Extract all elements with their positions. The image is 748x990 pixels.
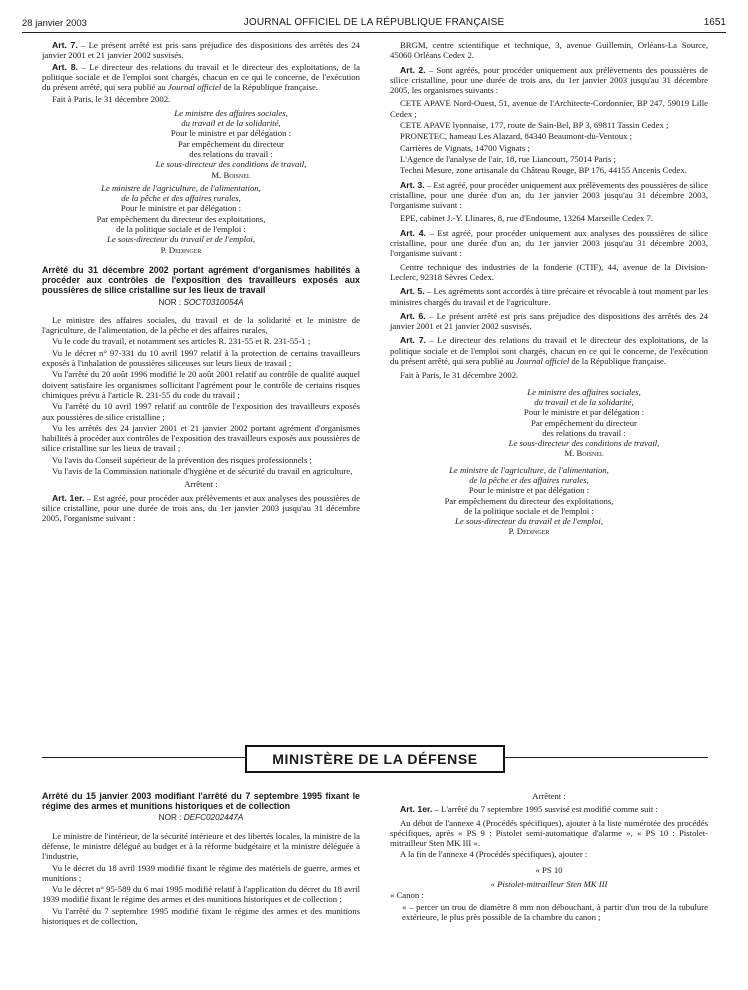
paragraph: Vu le code du travail, et notamment ses articles R. 231-55 et R. 231-55-1 ; [52,336,311,347]
paragraph: Vu l'arrêté du 20 août 1996 modifié le 20 août 2001 relatif au contrôle de qualité auquel doivent satisfaire les organismes sollicitant l'agrément pour le contrôle de certains risques chimiques prévu à l'article R. 231-55 du code du travail ; [42,369,360,400]
org-item: CETE APAVE lyonnaise, 177, route de Sain-Bel, BP 3, 69811 Tassin Cedex ; [400,120,669,131]
paragraph: Vu l'avis du Conseil supérieur de la prévention des risques professionnels ; [52,454,312,465]
signature-block-1: Le ministre des affaires sociales, du travail et de la solidarité, Pour le ministre et par délégation : Par empêchement du directeur des relations du travail : Le sous-directeur des conditions de travail, M. Boisnel [508,386,660,459]
arretent: Arrêtent : [184,479,218,490]
article-1: Art. 1er. – L'arrêté du 7 septembre 1995 susvisé est modifié comme suit : [400,804,658,815]
org-item: PRONETEC, hameau Les Alazard, 84340 Beaumont-du-Ventoux ; [400,131,633,142]
separator-line-right [505,757,708,758]
dash-item: « – percer un trou de diamètre 8 mm non débouchant, à partir d'un trou de la tubulure extérieure, le plus près possible de la chambre du canon ; [402,901,708,922]
article-7: Art. 7. – Le présent arrêté est pris sans préjudice des dispositions des arrêtés des 24 janvier 2001 et 21 janvier 2002 susvisés. [42,40,361,61]
article-2: Art. 2. – Sont agréés, pour procéder uniquement aux prélèvements des poussières de silice cristalline, pour une durée de trois ans, du 1er janvier 2003 jusqu'au 31 décembre 2005, les organismes suivants : [390,64,708,96]
article-8: Art. 8. – Le directeur des relations du travail et le directeur des exploitations, de la politique sociale et de l'emploi sont chargés, chacun en ce qui le concerne, de l'exécution du présent arrêté, qui sera publié au Journal officiel de la République française. [42,61,360,93]
header-page-number: 1651 [703,17,726,28]
paragraph: Vu l'arrêté du 10 avril 1997 relatif au contrôle de l'exposition des travailleurs exposés aux poussières de silice cristalline ; [42,401,360,422]
arretent: Arrêtent : [532,791,566,801]
org-item: Techni Mesure, zone artisanale du Château Rouge, BP 176, 44155 Ancenis Cedex. [400,165,687,176]
left-column [42,40,360,524]
bottom-right-column [390,791,708,923]
paragraph: A la fin de l'annexe 4 (Procédés spécifiques), ajouter : [400,849,588,860]
org-item: L'Agence de l'analyse de l'air, 18, rue Liancourt, 75014 Paris ; [400,153,616,164]
org-item: CETE APAVE Nord-Ouest, 51, avenue de l'Architecte-Cordonnier, BP 247, 59019 Lille Cedex ; [390,98,708,119]
paragraph: Vu le décret n° 95-589 du 6 mai 1995 modifié relatif à l'application du décret du 18 avril 1939 modifié fixant le régime des armes et des munitions historiques et de collection ; [42,884,360,905]
ministry-heading: MINISTÈRE DE LA DÉFENSE [245,745,505,773]
fait-a-paris: Fait à Paris, le 31 décembre 2002. [400,370,519,381]
ps10-heading: « PS 10 [535,864,563,875]
article-7: Art. 7. – Le directeur des relations du travail et le directeur des exploitations, de la politique sociale et de l'emploi sont chargés, chacun en ce qui le concerne, de l'exécution du présent arrêté, qui sera publié au Journal officiel de la République française. [390,335,708,367]
paragraph: Vu le décret n° 97-331 du 10 avril 1997 relatif à la protection de certains travailleurs exposés à l'inhalation de poussières siliceuses sur leurs lieux de travail ; [42,347,360,369]
paragraph: Le ministre de l'intérieur, de la sécurité intérieure et des libertés locales, la ministre de la défense, le ministre délégué au budget et à la réforme budgétaire et la ministre déléguée à l'industrie, [42,830,360,862]
paragraph: Vu les arrêtés des 24 janvier 2001 et 21 janvier 2002 portant agrément d'organismes habilités à procéder aux contrôles de l'exposition des travailleurs exposés aux poussières de silice cristalline sur les lieux de travail ; [42,422,360,454]
paragraph: Le ministre des affaires sociales, du travail et de la solidarité et le ministre de l'agriculture, de l'alimentation, de la pêche et des affaires rurales, [42,314,360,336]
signature-block-1: Le ministre des affaires sociales, du travail et de la solidarité, Pour le ministre et par délégation : Par empêchement du directeur des relations du travail : Le sous-directeur des conditions de travail, M. Boisnel [155,107,307,180]
nor-reference: NOR : DEFC0202447A [158,813,244,823]
arrete-title: Arrêté du 31 décembre 2002 portant agrément d'organismes habilités à procéder aux contrôles de l'exposition des travailleurs exposés aux poussières de silice cristalline sur les lieux de travail [42,264,360,296]
right-column [390,40,708,537]
header-date: 28 janvier 2003 [22,18,87,29]
paragraph: Vu l'arrêté du 7 septembre 1995 modifié fixant le régime des armes et des munitions historiques et de collection, [42,905,360,927]
paragraph: Vu le décret du 18 avril 1939 modifié fixant le régime des matériels de guerre, armes et munitions ; [42,862,360,883]
paragraph: Vu l'avis de la Commission nationale d'hygiène et de sécurité du travail en agriculture, [52,466,353,476]
article-3: Art. 3. – Est agréé, pour procéder uniquement aux prélèvements des poussières de silice cristalline, pour une durée d'un an, du 1er janvier 2003 jusqu'au 31 décembre 2003, l'organisme suivant : [390,179,708,211]
header-title: JOURNAL OFFICIEL DE LA RÉPUBLIQUE FRANÇAISE [243,17,505,28]
ps10-subheading: « Pistolet-mitrailleur Sten MK III [490,879,608,890]
signature-block-2: Le ministre de l'agriculture, de l'alimentation, de la pêche et des affaires rurales, Pour le ministre et par délégation : Par empêchement du directeur des exploitations, de la politique sociale et de l'emploi : Le sous-directeur du travail et de l'emploi, P. Dedinger [96,182,266,255]
separator-line-left [42,757,245,758]
article-5: Art. 5. – Les agréments sont accordés à titre précaire et révocable à tout moment par les ministres chargés du travail et de l'agriculture. [390,286,708,307]
paragraph: Au début de l'annexe 4 (Procédés spécifiques), ajouter à la liste numérotée des procédés spécifiques, après « PS 9 : Pistolet semi-automatique d'alarme », « PS 10 : Pistolet-mitrailleur Sten MK III ». [390,817,708,849]
arrete-title: Arrêté du 15 janvier 2003 modifiant l'arrêté du 7 septembre 1995 fixant le régime des armes et munitions historiques et de collection [42,791,360,812]
bottom-left-column [42,791,360,927]
canon-label: « Canon : [390,890,424,901]
signature-block-2: Le ministre de l'agriculture, de l'alimentation, de la pêche et des affaires rurales, Pour le ministre et par délégation : Par empêchement du directeur des exploitations, de la politique sociale et de l'emploi : Le sous-directeur du travail et de l'emploi, P. Dedinger [444,464,614,537]
org-item: Carrières de Vignats, 14700 Vignats ; [400,142,530,153]
header-rule [22,32,726,33]
page-header [22,14,726,30]
article-1: Art. 1er. – Est agréé, pour procéder aux prélèvements et aux analyses des poussières de silice cristalline, pour une durée de trois ans, du 1er janvier 2003 jusqu'au 31 décembre 2005, l'organisme suivant : [42,492,360,524]
nor-reference: NOR : SOCT0310054A [158,297,244,307]
org-brgm: BRGM, centre scientifique et technique, 3, avenue Guillemin, Orléans-La Source, 45060 Orléans Cedex 2. [390,40,708,61]
article-6: Art. 6. – Le présent arrêté est pris sans préjudice des dispositions des arrêtés des 24 janvier 2001 et 21 janvier 2002 susvisés. [390,310,709,332]
org-epe: EPE, cabinet J.-Y. Llinares, 8, rue d'Endoume, 13264 Marseille Cedex 7. [400,213,654,224]
fait-a-paris: Fait à Paris, le 31 décembre 2002. [52,94,171,105]
article-4: Art. 4. – Est agréé, pour procéder uniquement aux analyses des poussières de silice cristalline, pour une durée d'un an, du 1er janvier 2003 jusqu'au 31 décembre 2003, l'organisme suivant : [390,227,708,259]
org-ctif: Centre technique des industries de la fonderie (CTIF), 44, avenue de la Division-Leclerc, 92318 Sèvres Cedex. [390,261,708,282]
